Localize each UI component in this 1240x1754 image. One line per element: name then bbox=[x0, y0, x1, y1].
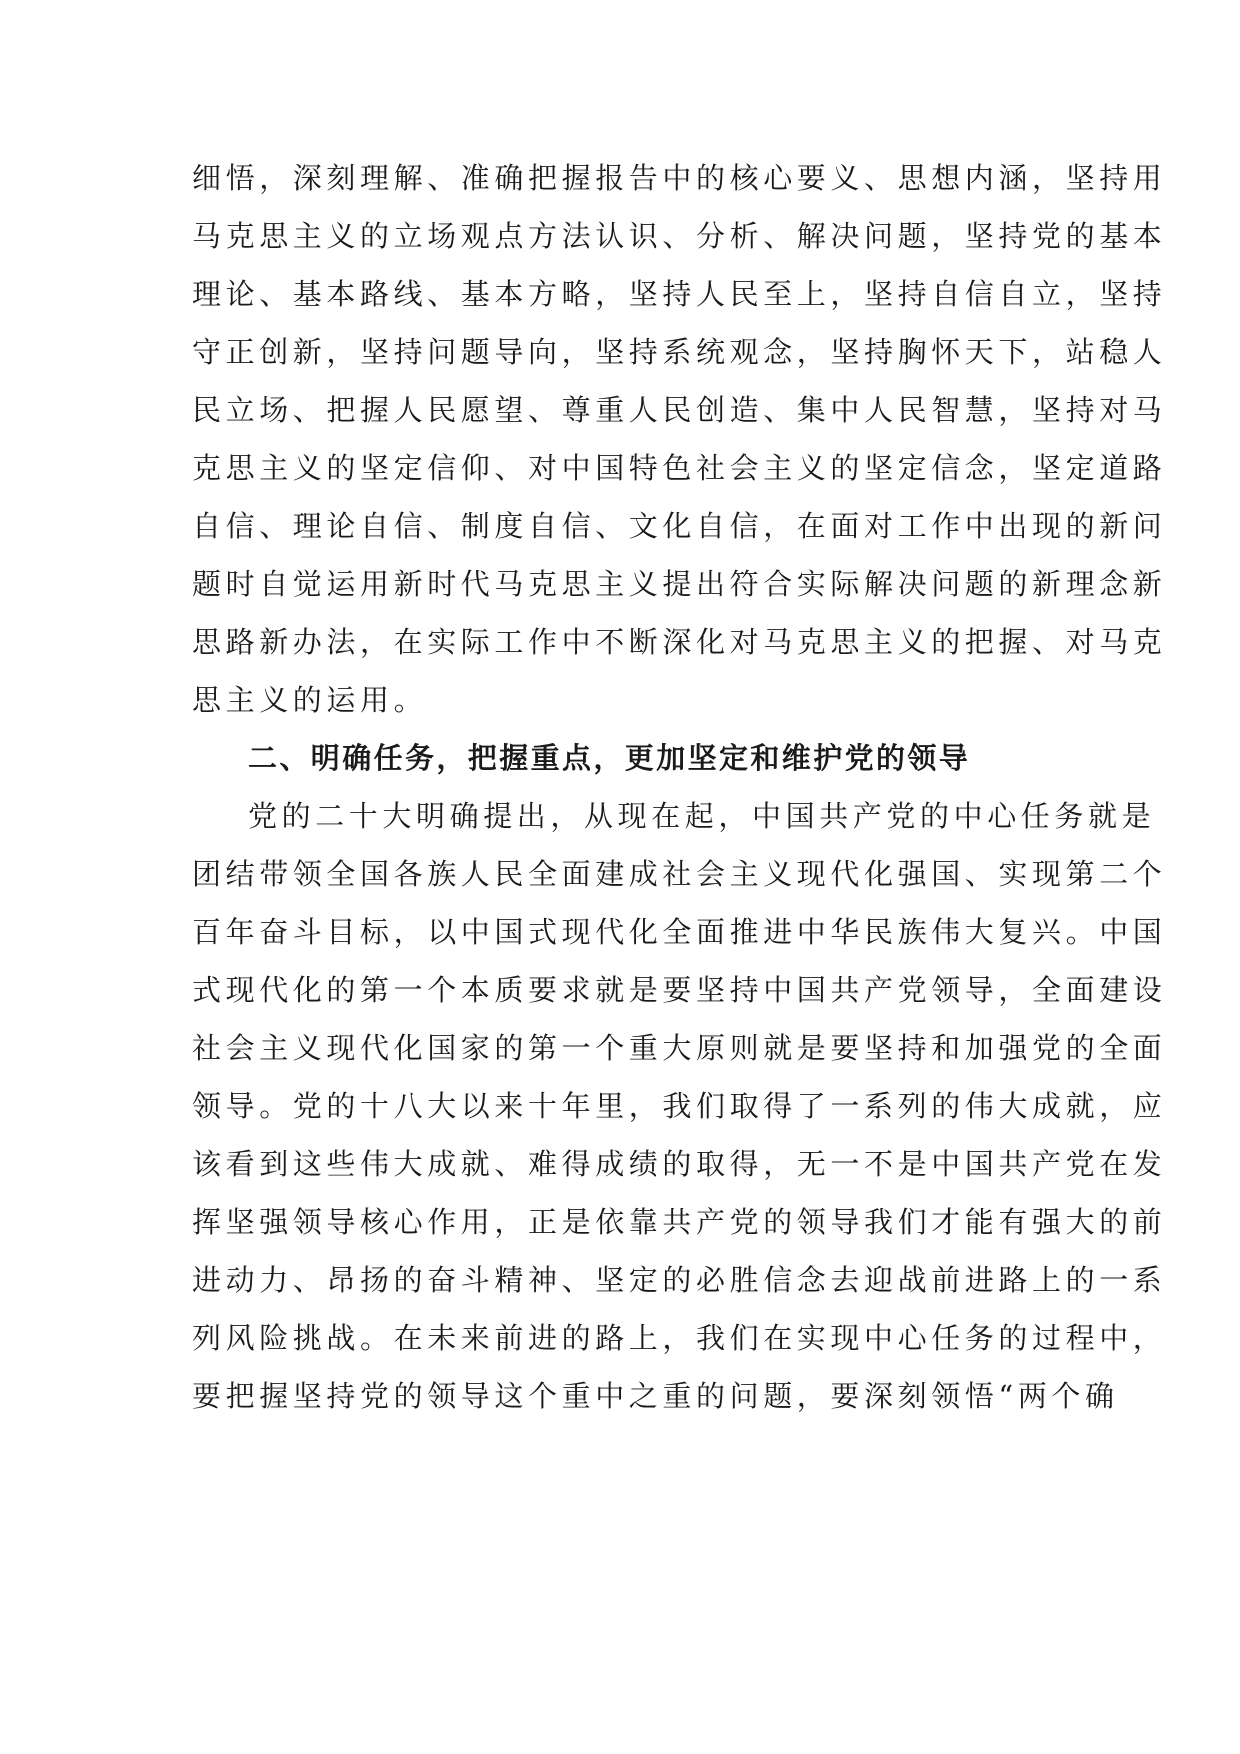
body-line: 理论、基本路线、基本方略，坚持人民至上，坚持自信自立，坚持 bbox=[192, 277, 1167, 311]
body-line: 细悟，深刻理解、准确把握报告中的核心要义、思想内涵，坚持用 bbox=[192, 161, 1167, 195]
body-line: 社会主义现代化国家的第一个重大原则就是要坚持和加强党的全面 bbox=[192, 1031, 1167, 1065]
body-line: 思主义的运用。 bbox=[192, 683, 428, 717]
body-line: 式现代化的第一个本质要求就是要坚持中国共产党领导，全面建设 bbox=[192, 973, 1167, 1007]
body-line: 领导。党的十八大以来十年里，我们取得了一系列的伟大成就，应 bbox=[192, 1089, 1167, 1123]
body-line: 团结带领全国各族人民全面建成社会主义现代化强国、实现第二个 bbox=[192, 857, 1167, 891]
body-line: 思路新办法，在实际工作中不断深化对马克思主义的把握、对马克 bbox=[192, 625, 1167, 659]
body-line: 列风险挑战。在未来前进的路上，我们在实现中心任务的过程中， bbox=[192, 1321, 1167, 1355]
body-line: 要把握坚持党的领导这个重中之重的问题，要深刻领悟“两个确 bbox=[192, 1379, 1119, 1413]
body-line: 党的二十大明确提出，从现在起，中国共产党的中心任务就是 bbox=[248, 799, 1156, 833]
body-line: 守正创新，坚持问题导向，坚持系统观念，坚持胸怀天下，站稳人 bbox=[192, 335, 1167, 369]
body-line: 克思主义的坚定信仰、对中国特色社会主义的坚定信念，坚定道路 bbox=[192, 451, 1167, 485]
body-line: 挥坚强领导核心作用，正是依靠共产党的领导我们才能有强大的前 bbox=[192, 1205, 1167, 1239]
body-line: 百年奋斗目标，以中国式现代化全面推进中华民族伟大复兴。中国 bbox=[192, 915, 1167, 949]
body-line: 题时自觉运用新时代马克思主义提出符合实际解决问题的新理念新 bbox=[192, 567, 1167, 601]
body-line: 自信、理论自信、制度自信、文化自信，在面对工作中出现的新问 bbox=[192, 509, 1167, 543]
body-line: 民立场、把握人民愿望、尊重人民创造、集中人民智慧，坚持对马 bbox=[192, 393, 1167, 427]
body-line: 进动力、昂扬的奋斗精神、坚定的必胜信念去迎战前进路上的一系 bbox=[192, 1263, 1167, 1297]
body-line: 该看到这些伟大成就、难得成绩的取得，无一不是中国共产党在发 bbox=[192, 1147, 1167, 1181]
section-heading: 二、明确任务，把握重点，更加坚定和维护党的领导 bbox=[248, 741, 971, 775]
body-line: 马克思主义的立场观点方法认识、分析、解决问题，坚持党的基本 bbox=[192, 219, 1167, 253]
